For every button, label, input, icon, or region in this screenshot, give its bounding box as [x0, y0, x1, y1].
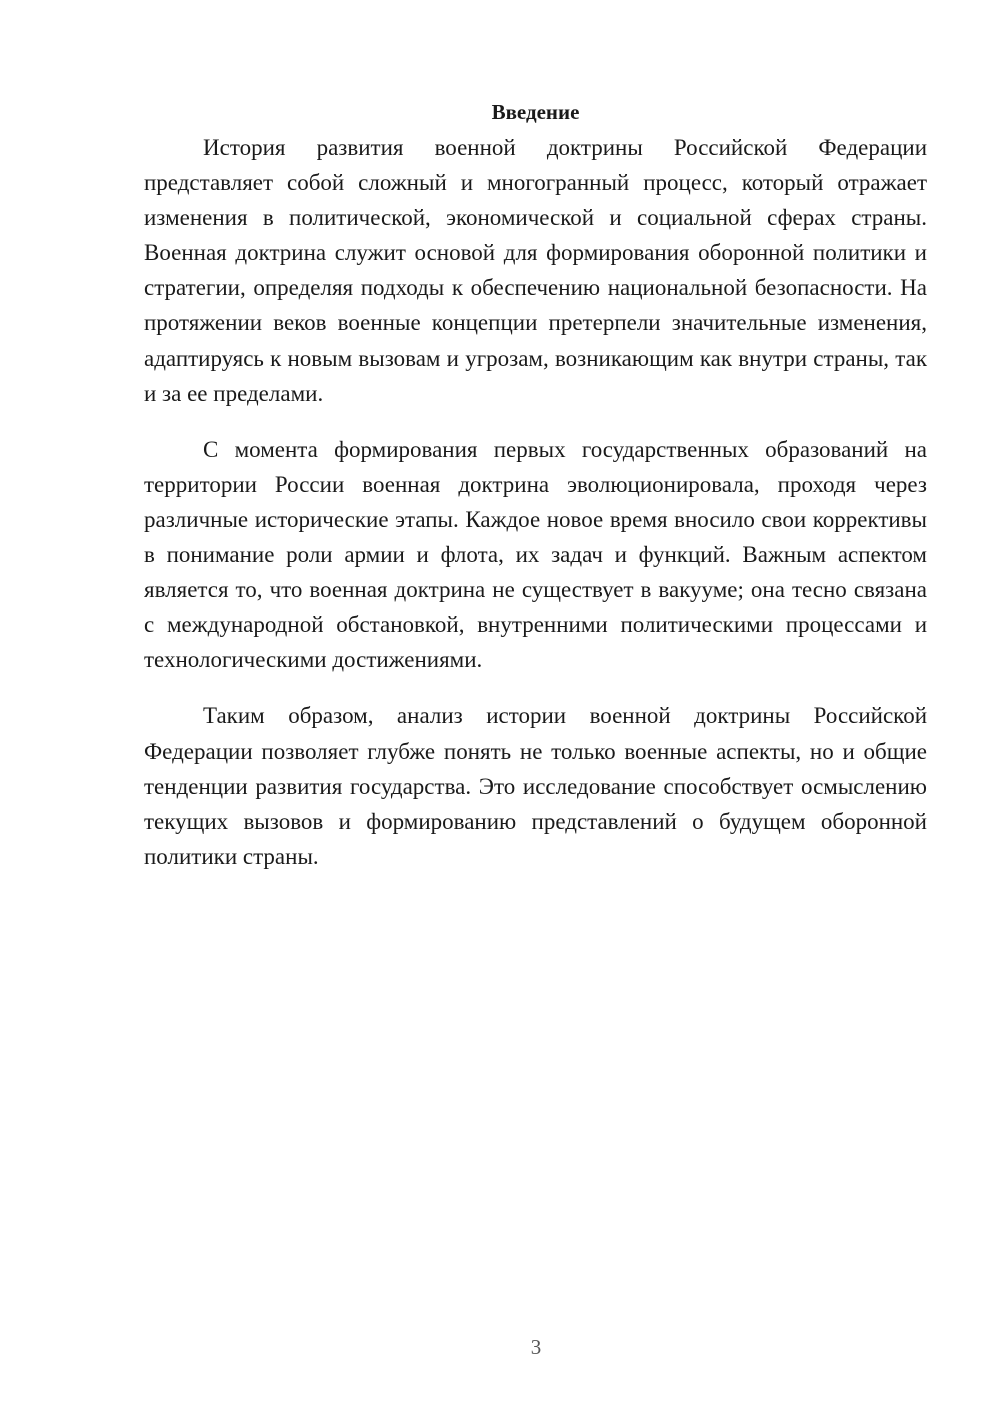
page-content [144, 97, 927, 895]
page-number: 3 [530, 1335, 542, 1359]
paragraph-2: С момента формирования первых государственных образований на территории России военная доктрина эволюционировала, проходя через различные исторические этапы. Каждое новое время вносило свои коррективы в понимание роли армии и флота, их задач и функций. Важным аспектом является то, что военная доктрина не существует в вакууме; она тесно связана с международной обстановкой, внутренними политическими процессами и технологическими достижениями. [144, 436, 927, 673]
paragraph-1: История развития военной доктрины Российской Федерации представляет собой сложный и многогранный процесс, который отражает изменения в политической, экономической и социальной сферах страны. Военная доктрина служит основой для формирования оборонной политики и стратегии, определяя подходы к обеспечению национальной безопасности. На протяжении веков военные концепции претерпели значительные изменения, адаптируясь к новым вызовам и угрозам, возникающим как внутри страны, так и за ее пределами. [144, 135, 927, 406]
section-heading: Введение [491, 100, 580, 124]
paragraph-3: Таким образом, анализ истории военной доктрины Российской Федерации позволяет глубже понять не только военные аспекты, но и общие тенденции развития государства. Это исследование способствует осмыслению текущих вызовов и формированию представлений о будущем оборонной политики страны. [144, 703, 927, 869]
